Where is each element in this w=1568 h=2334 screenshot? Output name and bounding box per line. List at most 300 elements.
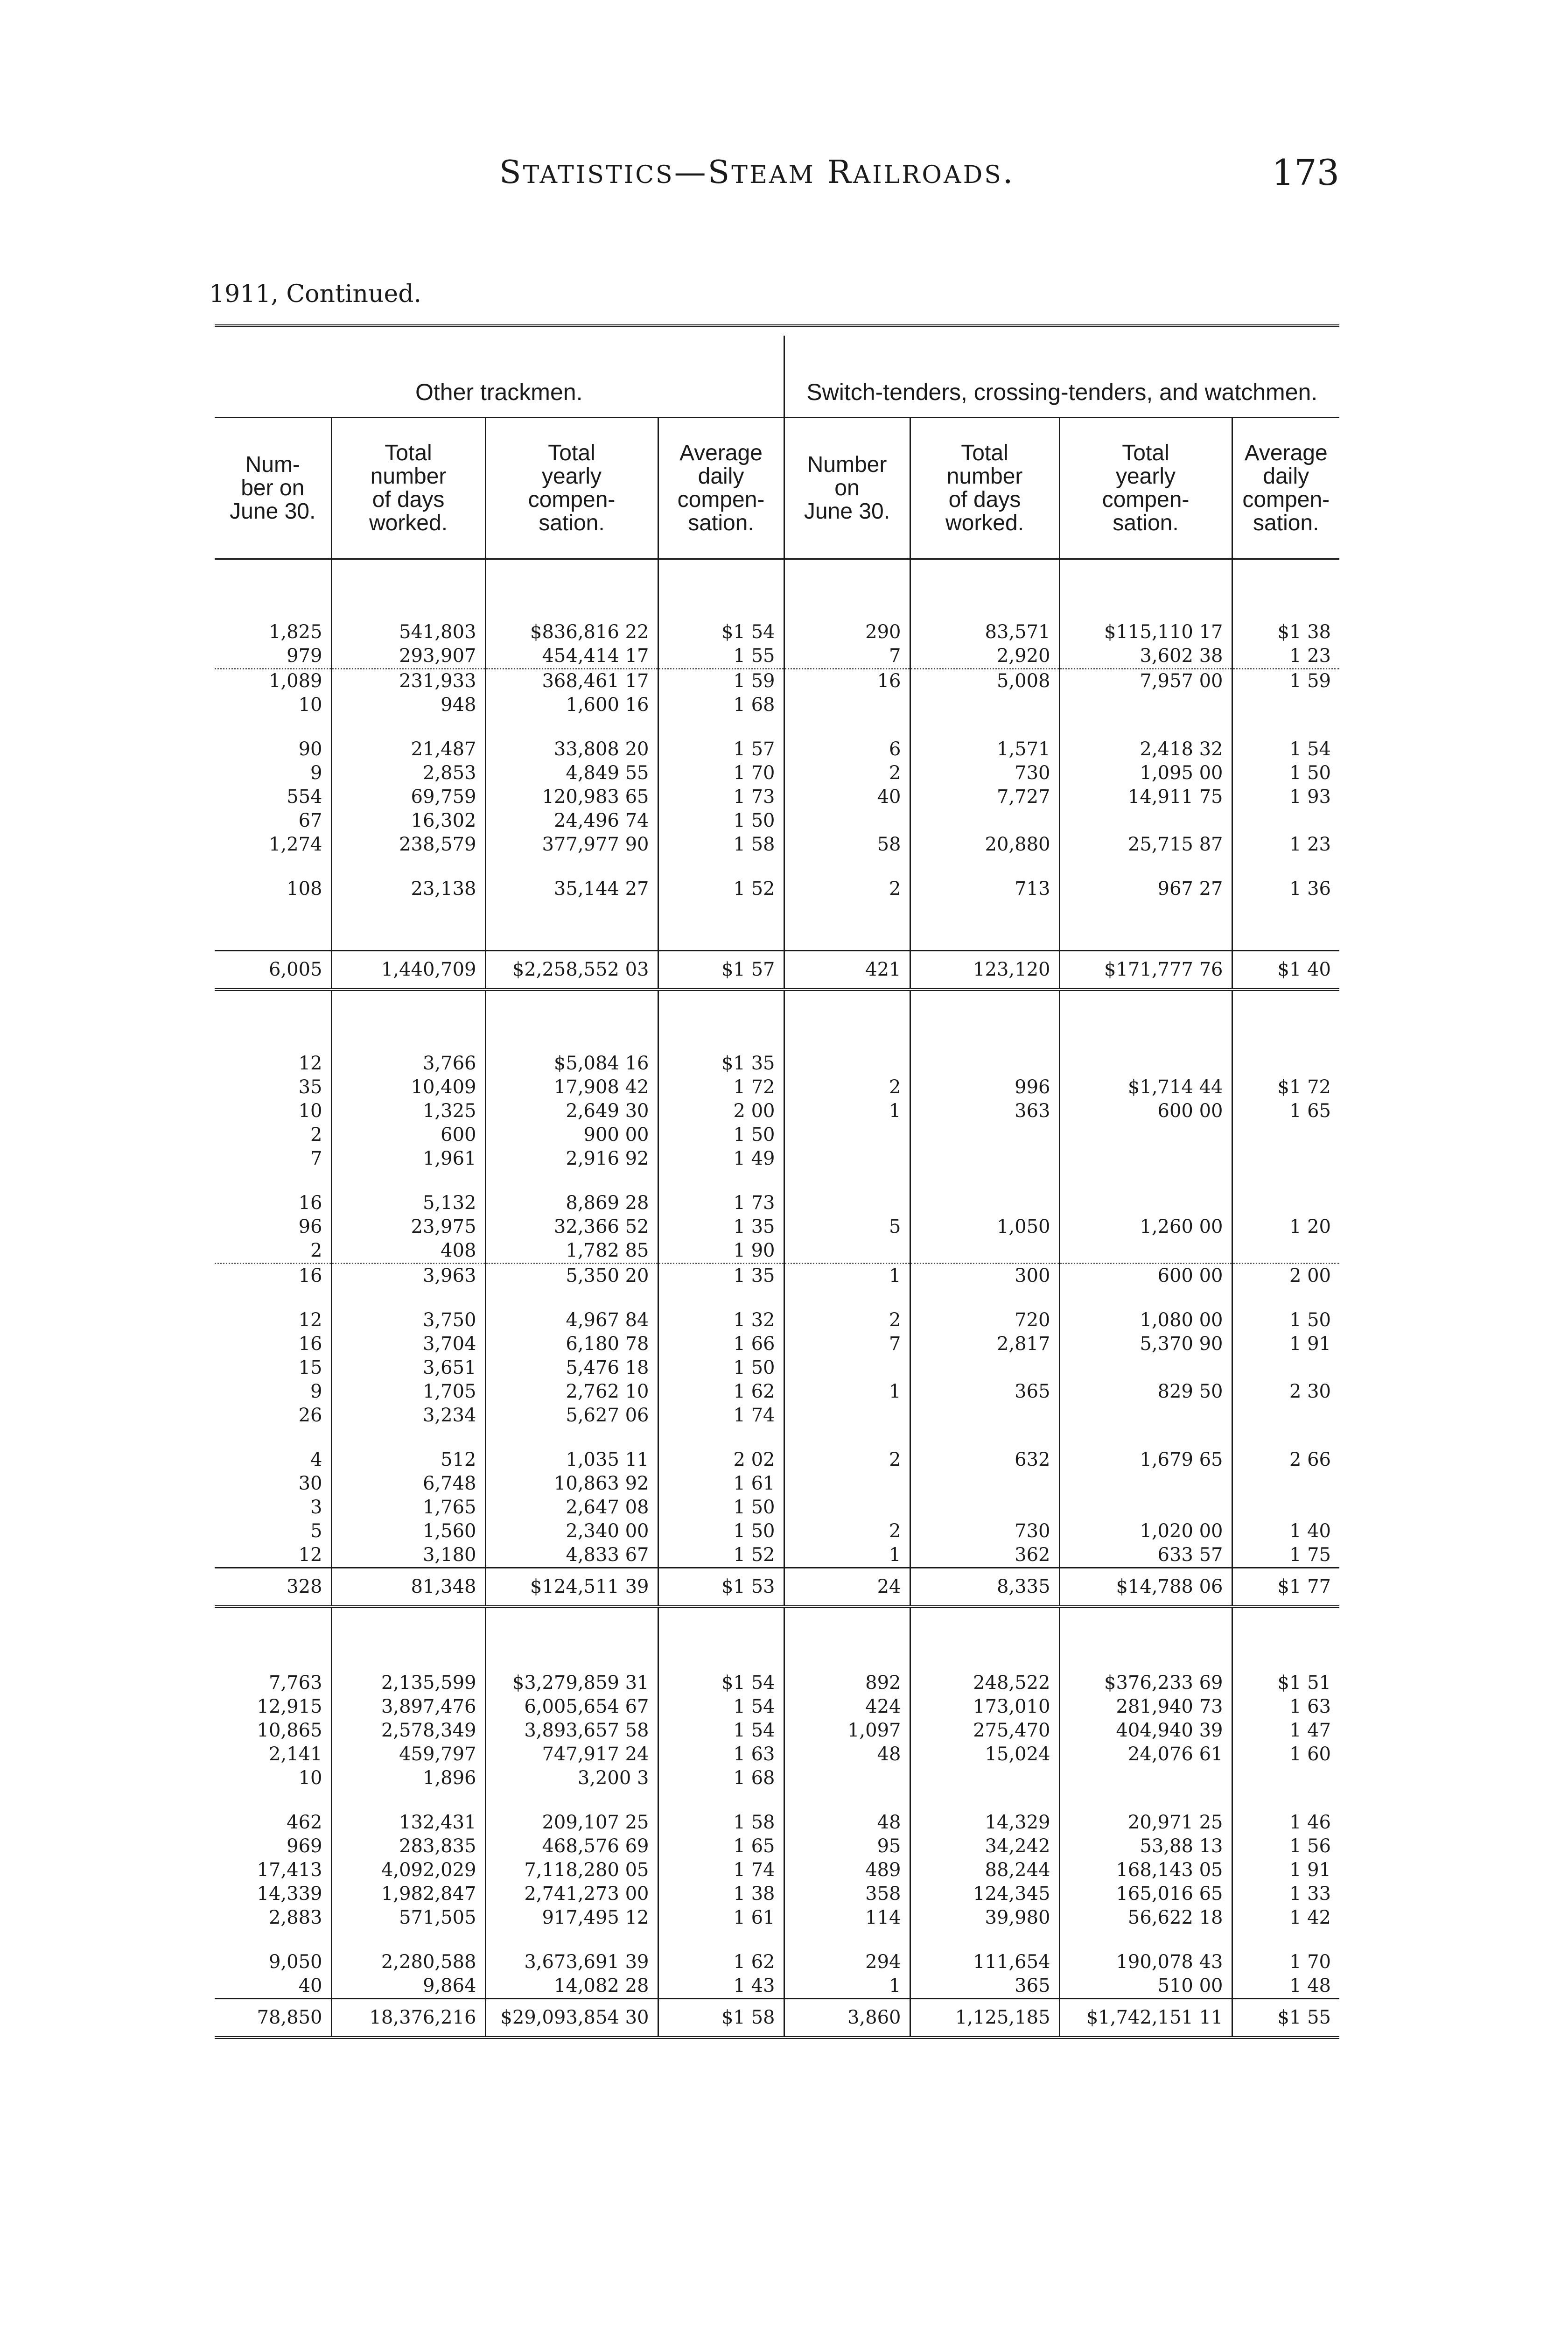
table-cell <box>784 809 910 833</box>
table-cell <box>784 901 910 951</box>
page-number: 173 <box>1272 152 1340 193</box>
table-cell: 4,833 67 <box>485 1543 658 1568</box>
table-cell: 56,622 18 <box>1059 1906 1232 1930</box>
col-header <box>485 418 658 559</box>
table-cell: 1 <box>784 1264 910 1288</box>
table-cell: 2,340 00 <box>485 1519 658 1543</box>
table-cell: $1 58 <box>658 1999 784 2038</box>
table-cell <box>658 1607 784 1671</box>
table-cell: 421 <box>784 951 910 990</box>
table-cell: $1 38 <box>1232 559 1339 645</box>
table-row <box>215 669 1339 694</box>
table-cell: 3 <box>310 1497 322 1518</box>
table-cell: 462 <box>287 1812 322 1833</box>
table-cell <box>1059 1607 1232 1671</box>
table-cell: 1 48 <box>1232 1974 1339 1999</box>
table-cell <box>910 1171 1059 1215</box>
table-cell: 2,853 <box>331 761 485 785</box>
table-cell: 24,076 61 <box>1059 1743 1232 1766</box>
col-header-line: Num- <box>245 452 300 477</box>
table-cell: $1 40 <box>1232 951 1339 990</box>
table-cell: 2 <box>784 1288 910 1332</box>
col-header-line: yearly <box>541 464 602 489</box>
table-cell: 1,035 11 <box>485 1427 658 1472</box>
table-cell: 7,118,280 05 <box>485 1858 658 1882</box>
table-cell: 1 <box>784 1380 910 1404</box>
table-cell: 15 <box>298 1357 322 1378</box>
table-cell <box>1059 1123 1232 1147</box>
table-cell: 1,274 <box>268 834 322 855</box>
table-cell: 5,132 <box>331 1171 485 1215</box>
table-cell: 10,863 92 <box>485 1472 658 1496</box>
table-cell: 26 <box>298 1405 322 1426</box>
table-row <box>215 1472 1339 1496</box>
table-cell: 6,180 78 <box>485 1332 658 1356</box>
table-cell: 10 <box>298 1100 322 1122</box>
table-cell: 2,280,588 <box>331 1930 485 1974</box>
table-cell: 730 <box>910 761 1059 785</box>
table-cell: 5 <box>310 1520 322 1542</box>
table-cell: 1 63 <box>658 1743 784 1766</box>
table-row <box>215 1264 1339 1288</box>
table-cell: $1,714 44 <box>1059 1076 1232 1099</box>
table-cell: 1 54 <box>658 1719 784 1743</box>
table-cell <box>910 809 1059 833</box>
table-bottom-rule <box>215 2038 1339 2053</box>
table-cell: 123,120 <box>910 951 1059 990</box>
table-cell: 1,260 00 <box>1059 1215 1232 1239</box>
table-cell <box>1232 1239 1339 1264</box>
col-header-line: compen- <box>528 487 616 512</box>
table-cell <box>784 1496 910 1519</box>
table-cell: 32,366 52 <box>485 1215 658 1239</box>
col-header-line: of days <box>948 487 1021 512</box>
table-cell: 111,654 <box>910 1930 1059 1974</box>
table-cell: 1 <box>784 1099 910 1123</box>
table-cell: 7,727 <box>910 785 1059 809</box>
table-cell: 90 <box>298 738 322 760</box>
table-row <box>215 1974 1339 1999</box>
table-cell <box>784 1404 910 1427</box>
table-cell <box>1232 1766 1339 1790</box>
table-cell: 900 00 <box>485 1123 658 1147</box>
table-cell: 747,917 24 <box>485 1743 658 1766</box>
table-cell: $1 53 <box>658 1568 784 1607</box>
table-cell: 7 <box>784 1332 910 1356</box>
table-cell: $1 55 <box>1232 1999 1339 2038</box>
table-row <box>215 1695 1339 1719</box>
col-header-line: Total <box>961 441 1008 465</box>
table-cell: 948 <box>331 693 485 717</box>
table-cell: 1 91 <box>1232 1858 1339 1882</box>
table-cell: 1 75 <box>1232 1543 1339 1568</box>
table-cell <box>215 1607 331 1671</box>
table-cell: 1,125,185 <box>910 1999 1059 2038</box>
table-cell: $1 51 <box>1232 1671 1339 1695</box>
table-cell: 48 <box>784 1743 910 1766</box>
table-cell: 3,750 <box>331 1288 485 1332</box>
table-cell <box>1059 1404 1232 1427</box>
table-row <box>215 1288 1339 1332</box>
col-header-line: compen- <box>1242 487 1330 512</box>
table-cell: 2,649 30 <box>485 1099 658 1123</box>
table-cell: 454,414 17 <box>485 644 658 669</box>
table-cell: 328 <box>215 1568 331 1607</box>
table-cell: 1 50 <box>658 1123 784 1147</box>
table-cell <box>1232 1607 1339 1671</box>
table-cell: 1,440,709 <box>331 951 485 990</box>
table-cell: $3,279,859 31 <box>485 1671 658 1695</box>
table-cell: 48 <box>784 1790 910 1835</box>
table-row <box>215 1147 1339 1171</box>
table-cell <box>1059 1171 1232 1215</box>
col-header-line: daily <box>1263 464 1309 489</box>
table-cell: 1 <box>784 1543 910 1568</box>
table-cell: 468,576 69 <box>485 1835 658 1858</box>
table-cell: 1 58 <box>658 833 784 857</box>
table-cell: 1 20 <box>1232 1215 1339 1239</box>
col-header-line: sation. <box>539 511 605 535</box>
col-header-line: sation. <box>1253 511 1319 535</box>
table-cell: 9,050 <box>268 1951 322 1973</box>
table-cell <box>331 901 485 951</box>
table-cell: 720 <box>910 1288 1059 1332</box>
table-cell: $171,777 76 <box>1059 951 1232 990</box>
table-cell <box>1232 1404 1339 1427</box>
table-cell: 165,016 65 <box>1059 1882 1232 1906</box>
table-cell: 2,817 <box>910 1332 1059 1356</box>
table-cell: 1 47 <box>1232 1719 1339 1743</box>
table-cell: 5,370 90 <box>1059 1332 1232 1356</box>
table-cell: 53,88 13 <box>1059 1835 1232 1858</box>
table-cell: 78,850 <box>215 1999 331 2038</box>
total-row <box>215 1999 1339 2038</box>
table-cell: 1 59 <box>1232 669 1339 694</box>
table-cell: 16 <box>298 1192 322 1214</box>
table-cell: 510 00 <box>1059 1974 1232 1999</box>
table-cell: 1 40 <box>1232 1519 1339 1543</box>
table-cell: 7,957 00 <box>1059 669 1232 694</box>
table-row <box>215 1404 1339 1427</box>
table-cell: 25,715 87 <box>1059 833 1232 857</box>
table-cell: 2 <box>784 1519 910 1543</box>
table-cell: 4,849 55 <box>485 761 658 785</box>
table-row <box>215 644 1339 669</box>
table-row <box>215 1671 1339 1695</box>
table-cell: 14,911 75 <box>1059 785 1232 809</box>
col-header-line: number <box>370 464 447 489</box>
table-cell: 2 <box>784 1076 910 1099</box>
table-cell: 365 <box>910 1974 1059 1999</box>
table-cell: 1 72 <box>658 1076 784 1099</box>
table-cell: 9,864 <box>331 1974 485 1999</box>
table-row <box>215 809 1339 833</box>
table-cell: 2,135,599 <box>331 1671 485 1695</box>
table-cell: 2,916 92 <box>485 1147 658 1171</box>
col-header-line: daily <box>698 464 744 489</box>
col-header <box>1059 418 1232 559</box>
table-cell: 1,705 <box>331 1380 485 1404</box>
table-cell: 2 <box>310 1124 322 1146</box>
table-row <box>215 1719 1339 1743</box>
table-row <box>215 785 1339 809</box>
table-cell: 1 70 <box>658 761 784 785</box>
table-cell: 1,097 <box>784 1719 910 1743</box>
table-cell <box>485 1607 658 1671</box>
table-cell: $1 54 <box>658 1671 784 1695</box>
table-cell <box>485 901 658 951</box>
table-cell: 96 <box>298 1216 322 1237</box>
table-cell: 1 49 <box>658 1147 784 1171</box>
table-cell: 1 38 <box>658 1882 784 1906</box>
table-cell: 69,759 <box>331 785 485 809</box>
table-cell: 1,982,847 <box>331 1882 485 1906</box>
table-cell: 404,940 39 <box>1059 1719 1232 1743</box>
table-cell: 632 <box>910 1427 1059 1472</box>
table-cell: 424 <box>784 1695 910 1719</box>
table-cell: 633 57 <box>1059 1543 1232 1568</box>
table-row <box>215 1496 1339 1519</box>
table-cell: 2,578,349 <box>331 1719 485 1743</box>
table-row <box>215 1882 1339 1906</box>
col-header-line: worked. <box>945 511 1024 535</box>
table-cell: 600 <box>331 1123 485 1147</box>
table-cell: 1 50 <box>1232 1288 1339 1332</box>
table-cell: 1,020 00 <box>1059 1519 1232 1543</box>
col-header-line: sation. <box>688 511 754 535</box>
table-cell: 1 74 <box>658 1404 784 1427</box>
table-cell <box>1059 809 1232 833</box>
table-cell: 1 23 <box>1232 644 1339 669</box>
table-cell: 6,005 <box>215 951 331 990</box>
table-cell: 14,339 <box>257 1883 322 1905</box>
table-cell: 1,089 <box>215 669 331 694</box>
table-cell: 173,010 <box>910 1695 1059 1719</box>
table-cell: 30 <box>298 1473 322 1494</box>
table-cell: 5,350 20 <box>485 1264 658 1288</box>
table-cell: 1 32 <box>658 1288 784 1332</box>
table-cell: 24,496 74 <box>485 809 658 833</box>
table-cell: 1 54 <box>1232 717 1339 761</box>
table-cell: 290 <box>784 559 910 645</box>
table-cell: 14,329 <box>910 1790 1059 1835</box>
table-cell <box>910 693 1059 717</box>
col-header-line: June 30. <box>230 499 316 524</box>
table-row <box>215 1519 1339 1543</box>
table-cell: 12,915 <box>257 1696 322 1717</box>
table-cell: $376,233 69 <box>1059 1671 1232 1695</box>
table-cell: 1,050 <box>910 1215 1059 1239</box>
table-cell: 12 <box>298 1544 322 1566</box>
table-row <box>215 1076 1339 1099</box>
table-row <box>215 857 1339 901</box>
table-cell: 1,896 <box>331 1766 485 1790</box>
table-cell: 1 52 <box>658 857 784 901</box>
table-cell <box>910 1766 1059 1790</box>
table-cell: 1 90 <box>658 1239 784 1264</box>
table-cell: 600 00 <box>1059 1099 1232 1123</box>
table-cell: 1 57 <box>658 717 784 761</box>
table-cell: 88,244 <box>910 1858 1059 1882</box>
col-header-line: worked. <box>369 511 448 535</box>
table-cell: 1 50 <box>658 1519 784 1543</box>
table-cell: $1 72 <box>1232 1076 1339 1099</box>
table-cell: 18,376,216 <box>331 1999 485 2038</box>
col-header-line: Average <box>679 441 763 465</box>
table-cell <box>1232 1496 1339 1519</box>
table-cell: 34,242 <box>910 1835 1059 1858</box>
col-header-line: number <box>946 464 1023 489</box>
table-cell: 2,647 08 <box>485 1496 658 1519</box>
table-cell <box>1059 1766 1232 1790</box>
table-cell: 1,325 <box>331 1099 485 1123</box>
table-cell: 1 70 <box>1232 1930 1339 1974</box>
table-row <box>215 1427 1339 1472</box>
table-cell: 9 <box>310 1381 322 1402</box>
table-cell <box>784 990 910 1076</box>
table-cell: 6,748 <box>331 1472 485 1496</box>
table-cell: 5,627 06 <box>485 1404 658 1427</box>
table-cell: 1,961 <box>331 1147 485 1171</box>
table-cell: 16 <box>298 1333 322 1355</box>
table-cell: 1 63 <box>1232 1695 1339 1719</box>
table-cell: 15,024 <box>910 1743 1059 1766</box>
table-cell: $29,093,854 30 <box>485 1999 658 2038</box>
table-cell <box>910 1496 1059 1519</box>
table-cell: 1 68 <box>658 1766 784 1790</box>
table-cell: 2 30 <box>1232 1380 1339 1404</box>
table-cell: 16 <box>784 669 910 694</box>
col-header-line: yearly <box>1115 464 1176 489</box>
table-cell: 6 <box>784 717 910 761</box>
table-cell <box>784 693 910 717</box>
table-cell: 12 <box>298 1309 322 1331</box>
table-cell: 8,335 <box>910 1568 1059 1607</box>
table-cell: 14,082 28 <box>485 1974 658 1999</box>
table-cell: 1 50 <box>658 1496 784 1519</box>
table-cell: 1 65 <box>1232 1099 1339 1123</box>
table-cell <box>1059 693 1232 717</box>
table-cell: $1,742,151 11 <box>1059 1999 1232 2038</box>
table-cell <box>784 1472 910 1496</box>
table-cell <box>784 1766 910 1790</box>
table-row <box>215 1099 1339 1123</box>
table-cell: 7 <box>310 1148 322 1169</box>
table-row <box>215 559 1339 645</box>
table-cell: 2 <box>784 761 910 785</box>
table-cell: 3,234 <box>331 1404 485 1427</box>
table-cell: 3,651 <box>331 1356 485 1380</box>
table-cell: 3,766 <box>331 990 485 1076</box>
table-cell: 23,138 <box>331 857 485 901</box>
running-head: STATISTICS—STEAM RAILROADS. <box>499 154 1015 191</box>
continued-label: 1911, Continued. <box>209 280 422 308</box>
table-cell: 120,983 65 <box>485 785 658 809</box>
table-cell: 3,860 <box>784 1999 910 2038</box>
table-cell: 1,825 <box>268 621 322 643</box>
table-cell <box>1232 1171 1339 1215</box>
table-cell: 5,008 <box>910 669 1059 694</box>
table-cell: 1,765 <box>331 1496 485 1519</box>
table-cell: 132,431 <box>331 1790 485 1835</box>
table-cell: 20,971 25 <box>1059 1790 1232 1835</box>
table-cell: 40 <box>298 1975 322 1997</box>
col-header <box>658 418 784 559</box>
table-cell: 363 <box>910 1099 1059 1123</box>
table-cell: 12 <box>298 1053 322 1074</box>
table-cell <box>1232 1147 1339 1171</box>
table-row <box>215 1380 1339 1404</box>
col-header <box>1232 418 1339 559</box>
table-body <box>215 559 1339 2038</box>
table-cell: 5 <box>784 1215 910 1239</box>
table-cell: 231,933 <box>331 669 485 694</box>
table-cell: $5,084 16 <box>485 990 658 1076</box>
table-cell <box>1059 1147 1232 1171</box>
table-cell: 95 <box>784 1835 910 1858</box>
table-row <box>215 717 1339 761</box>
table-cell: 1 46 <box>1232 1790 1339 1835</box>
table-row <box>215 990 1339 1076</box>
table-cell: 10,409 <box>331 1076 485 1099</box>
table-cell: 1 35 <box>658 1264 784 1288</box>
table-cell: 39,980 <box>910 1906 1059 1930</box>
col-header-line: of days <box>372 487 445 512</box>
table-cell: 2,418 32 <box>1059 717 1232 761</box>
col-header <box>215 418 331 559</box>
table-cell: 1 50 <box>658 1356 784 1380</box>
total-row <box>215 1568 1339 1607</box>
group-header-other-trackmen: Other trackmen. <box>215 336 784 418</box>
col-header-line: ber on <box>241 476 305 500</box>
table-row <box>215 1790 1339 1835</box>
table-cell: 16,302 <box>331 809 485 833</box>
table-cell: 3,897,476 <box>331 1695 485 1719</box>
table-row <box>215 1171 1339 1215</box>
table-cell: 1 54 <box>658 1695 784 1719</box>
table-cell: 20,880 <box>910 833 1059 857</box>
table-cell: 979 <box>287 645 322 667</box>
table-cell: 1 61 <box>658 1906 784 1930</box>
table-cell: 1 60 <box>1232 1743 1339 1766</box>
table-cell <box>910 1123 1059 1147</box>
table-cell: 1 65 <box>658 1835 784 1858</box>
table-cell: 67 <box>298 810 322 831</box>
table-cell: 16 <box>215 1264 331 1288</box>
table-cell: 1 59 <box>658 669 784 694</box>
table-cell: 281,940 73 <box>1059 1695 1232 1719</box>
table-cell: 713 <box>910 857 1059 901</box>
table-cell: 1 55 <box>658 644 784 669</box>
col-header-line: sation. <box>1113 511 1179 535</box>
table-cell: 1 33 <box>1232 1882 1339 1906</box>
table-cell: $2,258,552 03 <box>485 951 658 990</box>
table-cell: 1 73 <box>658 785 784 809</box>
table-cell: 362 <box>910 1543 1059 1568</box>
table-cell: 58 <box>784 833 910 857</box>
table-row <box>215 1356 1339 1380</box>
col-header-line: Total <box>1122 441 1169 465</box>
statistics-table <box>215 324 1339 2053</box>
table-cell: 571,505 <box>331 1906 485 1930</box>
table-cell: 2,883 <box>268 1907 322 1928</box>
table-cell: 168,143 05 <box>1059 1858 1232 1882</box>
table-cell: 1 36 <box>1232 857 1339 901</box>
col-header-line: on <box>834 476 860 500</box>
col-header <box>910 418 1059 559</box>
table-cell <box>784 1239 910 1264</box>
table-cell <box>910 901 1059 951</box>
